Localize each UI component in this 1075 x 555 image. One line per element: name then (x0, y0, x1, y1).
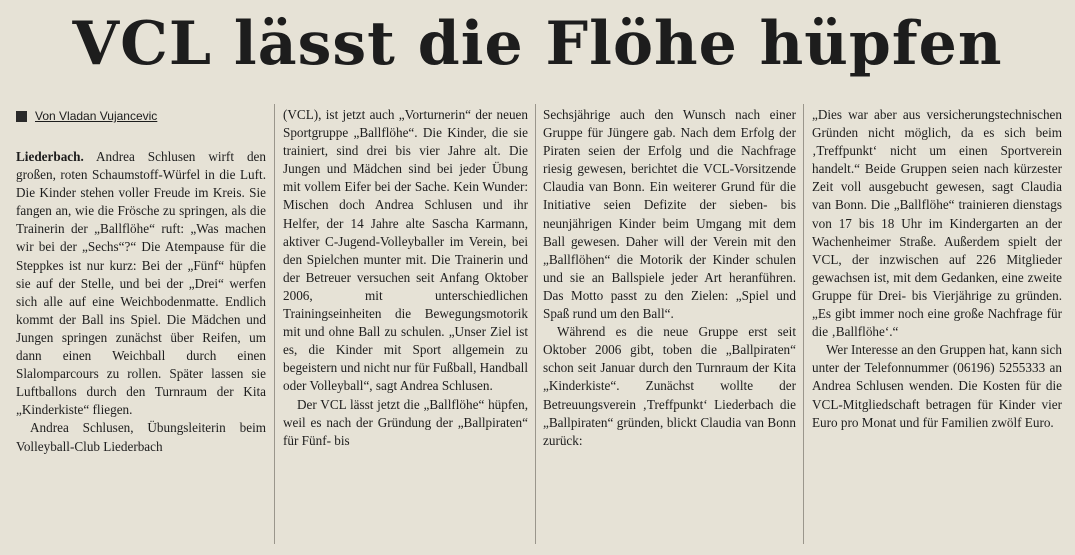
byline-square-icon (16, 111, 27, 122)
paragraph: Während es die neue Gruppe erst seit Oktober 2006 gibt, toben die „Ballpiraten“ schon seit Januar durch den Turnraum der Kita „Kinderkiste“. Zunächst wollte der Betreuungsverein ‚Treffpunkt‘ Liederbach die „Ballpiraten“ gründen, blickt Claudia van Bonn zurück: (543, 324, 796, 448)
author-name: Von Vladan Vujancevic (35, 109, 158, 123)
paragraph: Der VCL lässt jetzt die „Ballflöhe“ hüpfen, weil es nach der Gründung der „Ballpiraten“ für Fünf- bis (283, 396, 528, 448)
paragraph: Sechsjährige auch den Wunsch nach einer Gruppe für Jüngere gab. Nach dem Erfolg der Piraten seien der Erfolg und die Nachfrage riesig gewesen, berichtet die VCL-Vorsitzende Claudia van Bonn. Ein weiterer Grund für die Initiative seien Defizite der sieben- bis neunjährigen Kinder beim Umgang mit dem Ball gewesen. Daher will der Verein mit den „Ballflöhen“ die Motorik der Kinder schulen und sie an Ballspiele jeder Art heranführen. Das Motto passt zu den Zielen: „Spiel und Spaß rund um den Ball“. (543, 107, 796, 322)
paragraph-text: Andrea Schlusen wirft den großen, roten Schaumstoff-Würfel in die Luft. Die Kinder stehen voller Freude im Kreis. Sie fangen an, wie die Frösche zu springen, als die Trainerin der „Ballflöhe“ ruft: „Was machen wir bei der „Sechs“?“ Die Atempause für die Steppkes ist nur kurz: Bei der „Fünf“ hüpfen sie auf der Stelle, und bei der „Drei“ werfen sich alle auf eine Weichbodenmatte. Endlich kommt der Ball ins Spiel. Die Mädchen und Jungen springen zunächst über Reifen, um dann einen Weichball durch einen Slalomparcours zu rollen. Später lassen sie Luftballons durch den Turnraum der Kita „Kinderkiste“ fliegen. (16, 149, 266, 418)
column-divider (274, 104, 275, 544)
paragraph: Wer Interesse an den Gruppen hat, kann sich unter der Telefonnummer (06196) 5255333 an Andrea Schlusen wenden. Die Kosten für die VCL-Mitgliedschaft betragen für Kinder vier Euro pro Monat und für Familien zwölf Euro. (812, 342, 1062, 430)
paragraph: (VCL), ist jetzt auch „Vorturnerin“ der neuen Sportgruppe „Ballflöhe“. Die Kinder, die sie trainiert, sind drei bis vier Jahre alt. Die Jungen und Mädchen sind bei jeder Übung mit vollem Eifer bei der Sache. Kein Wunder: Mischen doch Andrea Schlusen und ihr Helfer, der 14 Jahre alte Sascha Karmann, aktiver C-Jugend-Volleyballer im Verein, bei den Spielchen munter mit. Die Trainerin und der Betreuer versuchen seit Anfang Oktober 2006, mit unterschiedlichen Trainingseinheiten die Bewegungsmotorik mit und ohne Ball zu schulen. „Unser Ziel ist es, die Kinder mit Sport allgemein zu begeistern und nicht nur für Fußball, Handball oder Volleyball“, sagt Andrea Schlusen. (283, 107, 529, 394)
column-divider (535, 104, 536, 544)
article-column-2 (283, 106, 528, 450)
headline: VCL lässt die Flöhe hüpfen (72, 9, 1003, 79)
article-column-4 (812, 106, 1062, 432)
article-column-1 (16, 148, 266, 456)
byline (16, 108, 157, 124)
dateline: Liederbach. (16, 149, 84, 164)
paragraph (16, 148, 266, 419)
column-divider (803, 104, 804, 544)
paragraph: Andrea Schlusen, Übungsleiterin beim Volleyball-Club Liederbach (16, 420, 266, 454)
article-column-3 (543, 106, 796, 450)
paragraph: „Dies war aber aus versicherungstechnischen Gründen nicht möglich, da es sich beim ‚Treffpunkt‘ nicht um einen Sportverein handelt.“ Beide Gruppen seien nach kürzester Zeit voll ausgebucht gewesen, sagt Claudia van Bonn. Die „Ballflöhe“ trainieren dienstags von 17 bis 18 Uhr im Kindergarten an der Wachenheimer Straße. Außerdem spielt der VCL, der inzwischen auf 226 Mitglieder gewachsen ist, mit dem Gedanken, eine zweite Gruppe für Drei- bis Vierjährige zu gründen. „Es gibt immer noch eine große Nachfrage für die ‚Ballflöhe‘.“ (812, 107, 1062, 340)
